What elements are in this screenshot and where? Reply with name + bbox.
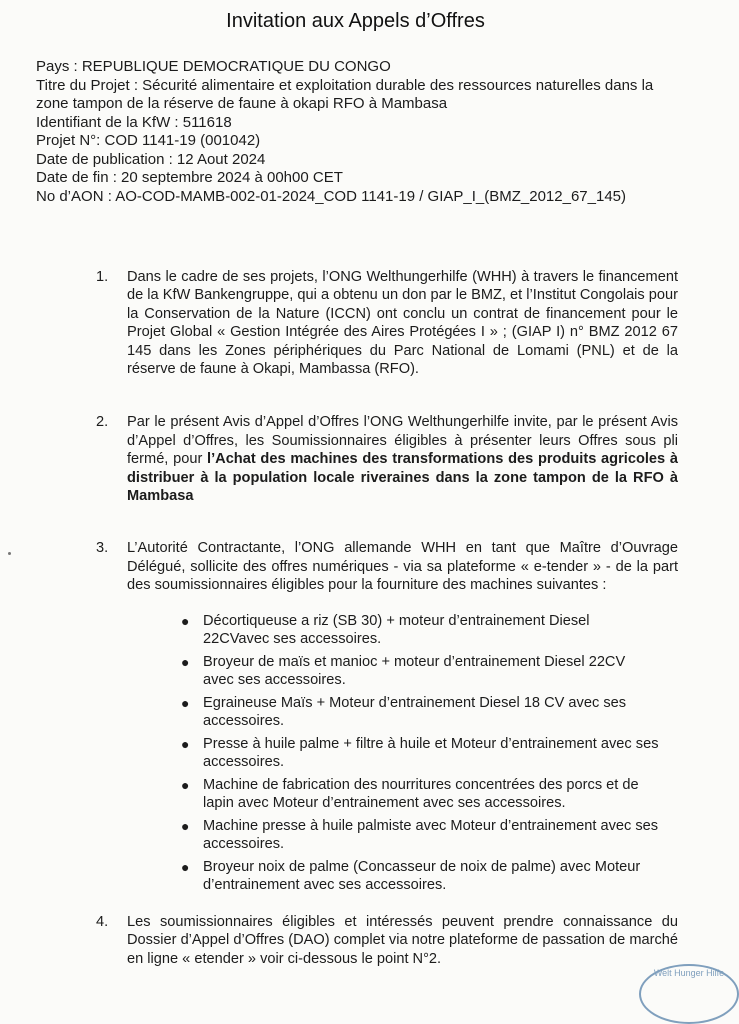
item-text (127, 413, 678, 505)
organization-stamp (639, 964, 739, 1024)
bullet-text: Machine presse à huile palmiste avec Moteur d’entrainement avec ses accessoires. (203, 817, 659, 853)
meta-date-publication: Date de publication : 12 Aout 2024 (36, 150, 266, 168)
scan-speck (8, 552, 11, 555)
bullet-text: Egraineuse Maïs + Moteur d’entrainement Diesel 18 CV avec ses accessoires. (203, 694, 627, 730)
list-item (179, 776, 659, 813)
list-item (96, 413, 678, 505)
project-metadata (36, 58, 686, 206)
item-text: L’Autorité Contractante, l’ONG allemande WHH en tant que Maître d’Ouvrage Délégué, sollicite des offres numériques - via sa plateforme « e-tender » - de la part des soumissionnaires éligibles pour la fourniture des machines suivantes : (127, 540, 678, 594)
list-item (179, 653, 659, 690)
list-item (179, 735, 659, 772)
item-text-bold: l’Achat des machines des transformations des produits agricoles à distribuer à la population locale riveraines dans la zone tampon de la RFO à Mambasa (127, 451, 678, 505)
bullet-text: Décortiqueuse a riz (SB 30) + moteur d’entrainement Diesel 22CVavec ses accessoires. (203, 612, 590, 648)
bullet-icon: ● (181, 776, 190, 793)
bullet-icon: ● (181, 735, 190, 752)
list-item (179, 694, 659, 731)
bullet-icon: ● (181, 858, 190, 875)
item-number: 4. (96, 913, 109, 930)
meta-identifiant: Identifiant de la KfW : 511618 (36, 113, 232, 131)
numbered-list (96, 268, 678, 968)
list-item (96, 913, 678, 968)
page-title: Invitation aux Appels d’Offres (226, 10, 485, 32)
list-item (179, 858, 659, 895)
item-text: Dans le cadre de ses projets, l’ONG Welthungerhilfe (WHH) à travers le financement de la KfW Bankengruppe, qui a obtenu un don par le BMZ, et l’Institut Congolais pour la Conservation de la Nature (ICCN) ont conclu un contrat de financement pour le Projet Global « Gestion Intégrée des Aires Protégées I » ; (GIAP I) n° BMZ 2012 67 145 dans les Zones périphériques du Parc National de Lomami (PNL) et de la réserve de faune à Okapi, Mambassa (RFO). (127, 269, 678, 378)
list-item (96, 539, 678, 894)
item-text: Les soumissionnaires éligibles et intéressés peuvent prendre connaissance du Dossier d’Appel d’Offres (DAO) complet via notre plateforme de passation de marché en ligne « etender » voir ci-dessous le point N°2. (127, 913, 678, 967)
list-item (179, 612, 659, 649)
meta-pays: Pays : REPUBLIQUE DEMOCRATIQUE DU CONGO (36, 58, 391, 75)
bullet-icon: ● (181, 612, 190, 629)
item-text-plain: Par le présent Avis d’Appel d’Offres l’ONG Welthungerhilfe invite, par le présent Avis d’Appel d’Offres, les Soumissionnaires éligibles à présenter leurs Offres sous pli fermé, pour (127, 414, 678, 468)
bullet-icon: ● (181, 694, 190, 711)
meta-no-aon: No d’AON : AO-COD-MAMB-002-01-2024_COD 1141-19 / GIAP_I_(BMZ_2012_67_145) (36, 187, 626, 205)
bullet-icon: ● (181, 817, 190, 834)
bullet-text: Presse à huile palme + filtre à huile et Moteur d’entrainement avec ses accessoires. (203, 735, 659, 771)
item-number: 1. (96, 269, 109, 285)
meta-projet: Projet N°: COD 1141-19 (001042) (36, 132, 261, 149)
list-item (179, 817, 659, 854)
meta-titre: Titre du Projet : Sécurité alimentaire et exploitation durable des ressources naturelles dans la zone tampon de la réserve de faune à okapi RFO à Mambasa (36, 76, 654, 112)
meta-date-fin: Date de fin : 20 septembre 2024 à 00h00 CET (36, 169, 343, 186)
list-item (96, 268, 678, 378)
bullet-text: Broyeur noix de palme (Concasseur de noix de palme) avec Moteur d’entrainement avec ses accessoires. (203, 858, 641, 894)
bullet-icon: ● (181, 653, 190, 670)
stamp-text: Welt Hunger Hilfe (653, 968, 725, 978)
item-number: 2. (96, 414, 109, 431)
bullet-text: Machine de fabrication des nourritures concentrées des porcs et de lapin avec Moteur d’entrainement avec ses accessoires. (203, 776, 639, 812)
item-number: 3. (96, 540, 109, 557)
machine-list (179, 612, 659, 895)
bullet-text: Broyeur de maïs et manioc + moteur d’entrainement Diesel 22CV avec ses accessoires. (203, 653, 626, 689)
